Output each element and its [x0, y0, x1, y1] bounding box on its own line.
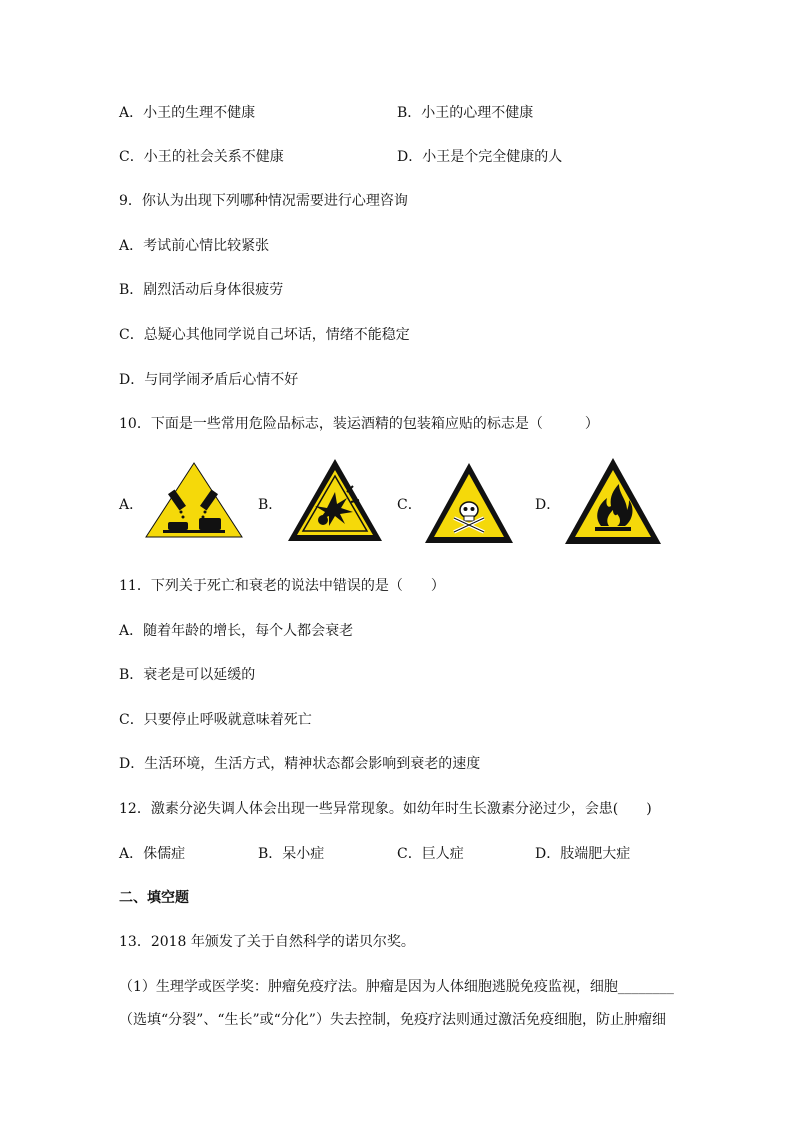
q13-part1-line1: （1）生理学或医学奖：肿瘤免疫疗法。肿瘤是因为人体细胞逃脱免疫监视，细胞________: [119, 979, 674, 995]
q11-stem: 11．下列关于死亡和衰老的说法中错误的是（ ）: [119, 578, 445, 594]
q9-option-d: D．与同学闹矛盾后心情不好: [119, 372, 299, 388]
toxic-sign-icon: [422, 460, 516, 546]
q12-option-a: A．侏儒症: [119, 846, 186, 862]
q10-label-b: B．: [258, 497, 283, 513]
q10-label-c: C．: [397, 497, 422, 513]
q11-option-d: D．生活环境，生活方式，精神状态都会影响到衰老的速度: [119, 756, 481, 772]
q8-option-d: D．小王是个完全健康的人: [397, 149, 563, 165]
q10-label-a: A．: [119, 497, 144, 513]
q11-option-b: B．衰老是可以延缓的: [119, 667, 256, 683]
q13-part1-line2: （选填“分裂”、“生长”或“分化”）失去控制，免疫疗法则通过激活免疫细胞，防止肿瘤细: [119, 1012, 666, 1028]
q8-option-b: B．小王的心理不健康: [397, 105, 534, 121]
q9-option-b: B．剧烈活动后身体很疲劳: [119, 282, 284, 298]
explosive-sign-icon: [285, 456, 385, 544]
q12-option-c: C．巨人症: [397, 846, 464, 862]
q13-stem: 13．2018 年颁发了关于自然科学的诺贝尔奖。: [119, 934, 415, 950]
q9-option-a: A．考试前心情比较紧张: [119, 238, 270, 254]
q8-option-a: A．小王的生理不健康: [119, 105, 256, 121]
q11-option-c: C．只要停止呼吸就意味着死亡: [119, 712, 312, 728]
corrosive-sign-icon: [143, 460, 245, 540]
q10-label-d: D．: [535, 497, 561, 513]
q11-option-a: A．随着年龄的增长，每个人都会衰老: [119, 623, 354, 639]
q9-option-c: C．总疑心其他同学说自己坏话，情绪不能稳定: [119, 327, 410, 343]
q9-stem: 9．你认为出现下列哪种情况需要进行心理咨询: [119, 193, 408, 209]
q10-stem: 10．下面是一些常用危险品标志，装运酒精的包装箱应贴的标志是（ ）: [119, 416, 599, 432]
q8-option-c: C．小王的社会关系不健康: [119, 149, 284, 165]
section-title: 二、填空题: [119, 890, 189, 906]
q12-option-b: B．呆小症: [258, 846, 325, 862]
q12-option-d: D．肢端肥大症: [535, 846, 631, 862]
flammable-sign-icon: [563, 456, 663, 546]
q12-stem: 12．激素分泌失调人体会出现一些异常现象。如幼年时生长激素分泌过少，会患( ): [119, 801, 652, 817]
